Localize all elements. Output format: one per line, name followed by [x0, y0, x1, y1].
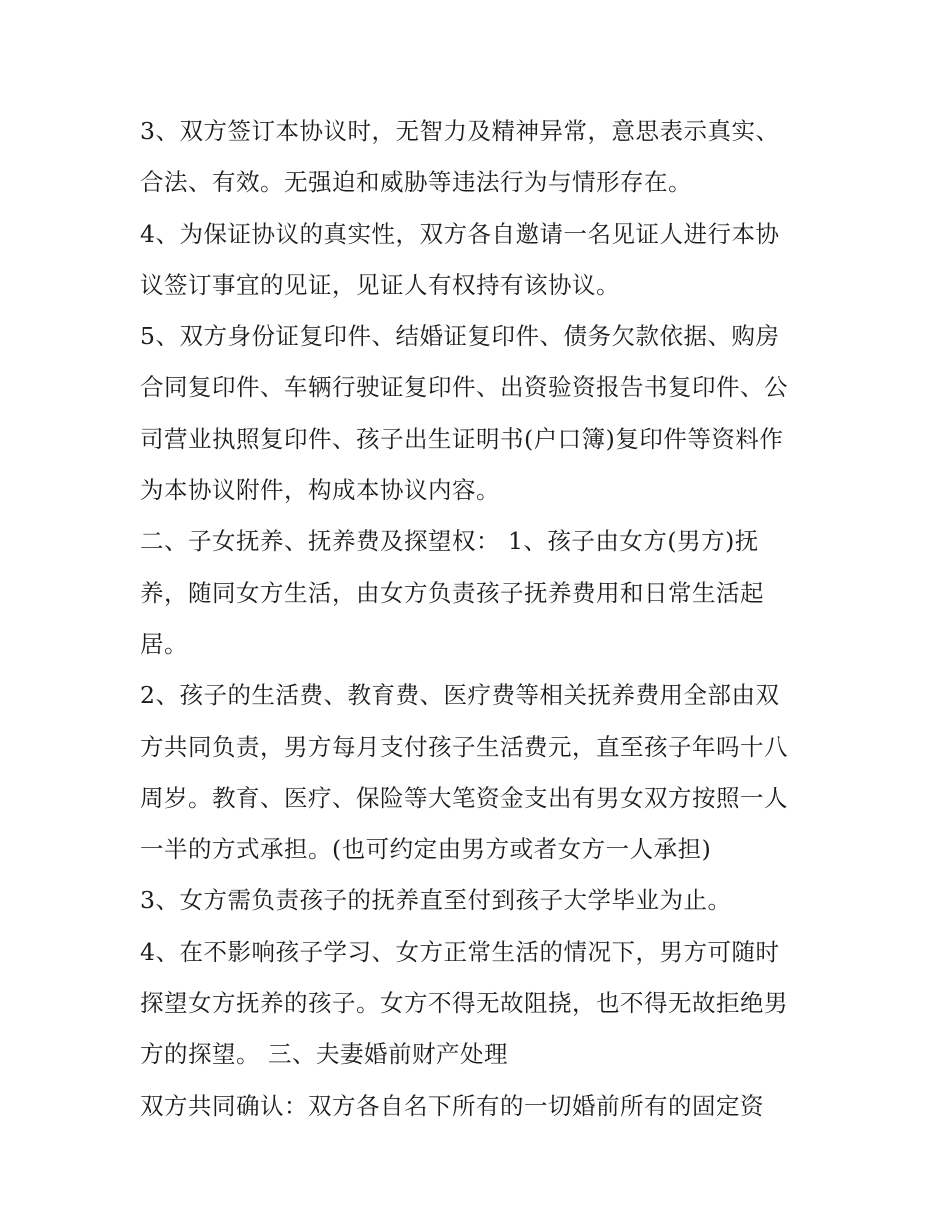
text-line: 合同复印件、车辆行驶证复印件、出资验资报告书复印件、公: [140, 373, 788, 402]
text-line: 合法、有效。无强迫和威胁等违法行为与情形存在。: [140, 168, 692, 197]
text-line: 养，随同女方生活，由女方负责孩子抚养费用和日常生活起: [140, 578, 764, 607]
section-heading-line: 二、子女抚养、抚养费及探望权： 1、孩子由女方(男方)抚: [140, 527, 759, 556]
text-line: 探望女方抚养的孩子。女方不得无故阻挠，也不得无故拒绝男: [140, 989, 788, 1018]
text-line: 2、孩子的生活费、教育费、医疗费等相关抚养费用全部由双: [140, 681, 780, 710]
document-body: [140, 106, 820, 1132]
text-line: 为本协议附件，构成本协议内容。: [140, 476, 500, 505]
text-line: 5、双方身份证复印件、结婚证复印件、债务欠款依据、购房: [140, 322, 780, 351]
text-line: 3、女方需负责孩子的抚养直至付到孩子大学毕业为止。: [140, 886, 732, 915]
text-line: 双方共同确认：双方各自名下所有的一切婚前所有的固定资: [140, 1091, 764, 1120]
text-line: 居。: [140, 629, 188, 658]
text-line: 议签订事宜的见证，见证人有权持有该协议。: [140, 270, 620, 299]
text-line: 方共同负责，男方每月支付孩子生活费元，直至孩子年吗十八: [140, 732, 788, 761]
text-line: 4、为保证协议的真实性，双方各自邀请一名见证人进行本协: [140, 219, 780, 248]
text-line: 4、在不影响孩子学习、女方正常生活的情况下，男方可随时: [140, 937, 780, 966]
text-line: 司营业执照复印件、孩子出生证明书(户口簿)复印件等资料作: [140, 424, 784, 453]
text-line: 周岁。教育、医疗、保险等大笔资金支出有男女双方按照一人: [140, 783, 788, 812]
text-line: 一半的方式承担。(也可约定由男方或者女方一人承担): [140, 835, 712, 864]
section-heading-line: 方的探望。 三、夫妻婚前财产处理: [140, 1040, 508, 1069]
text-line: 3、双方签订本协议时，无智力及精神异常，意思表示真实、: [140, 117, 780, 145]
